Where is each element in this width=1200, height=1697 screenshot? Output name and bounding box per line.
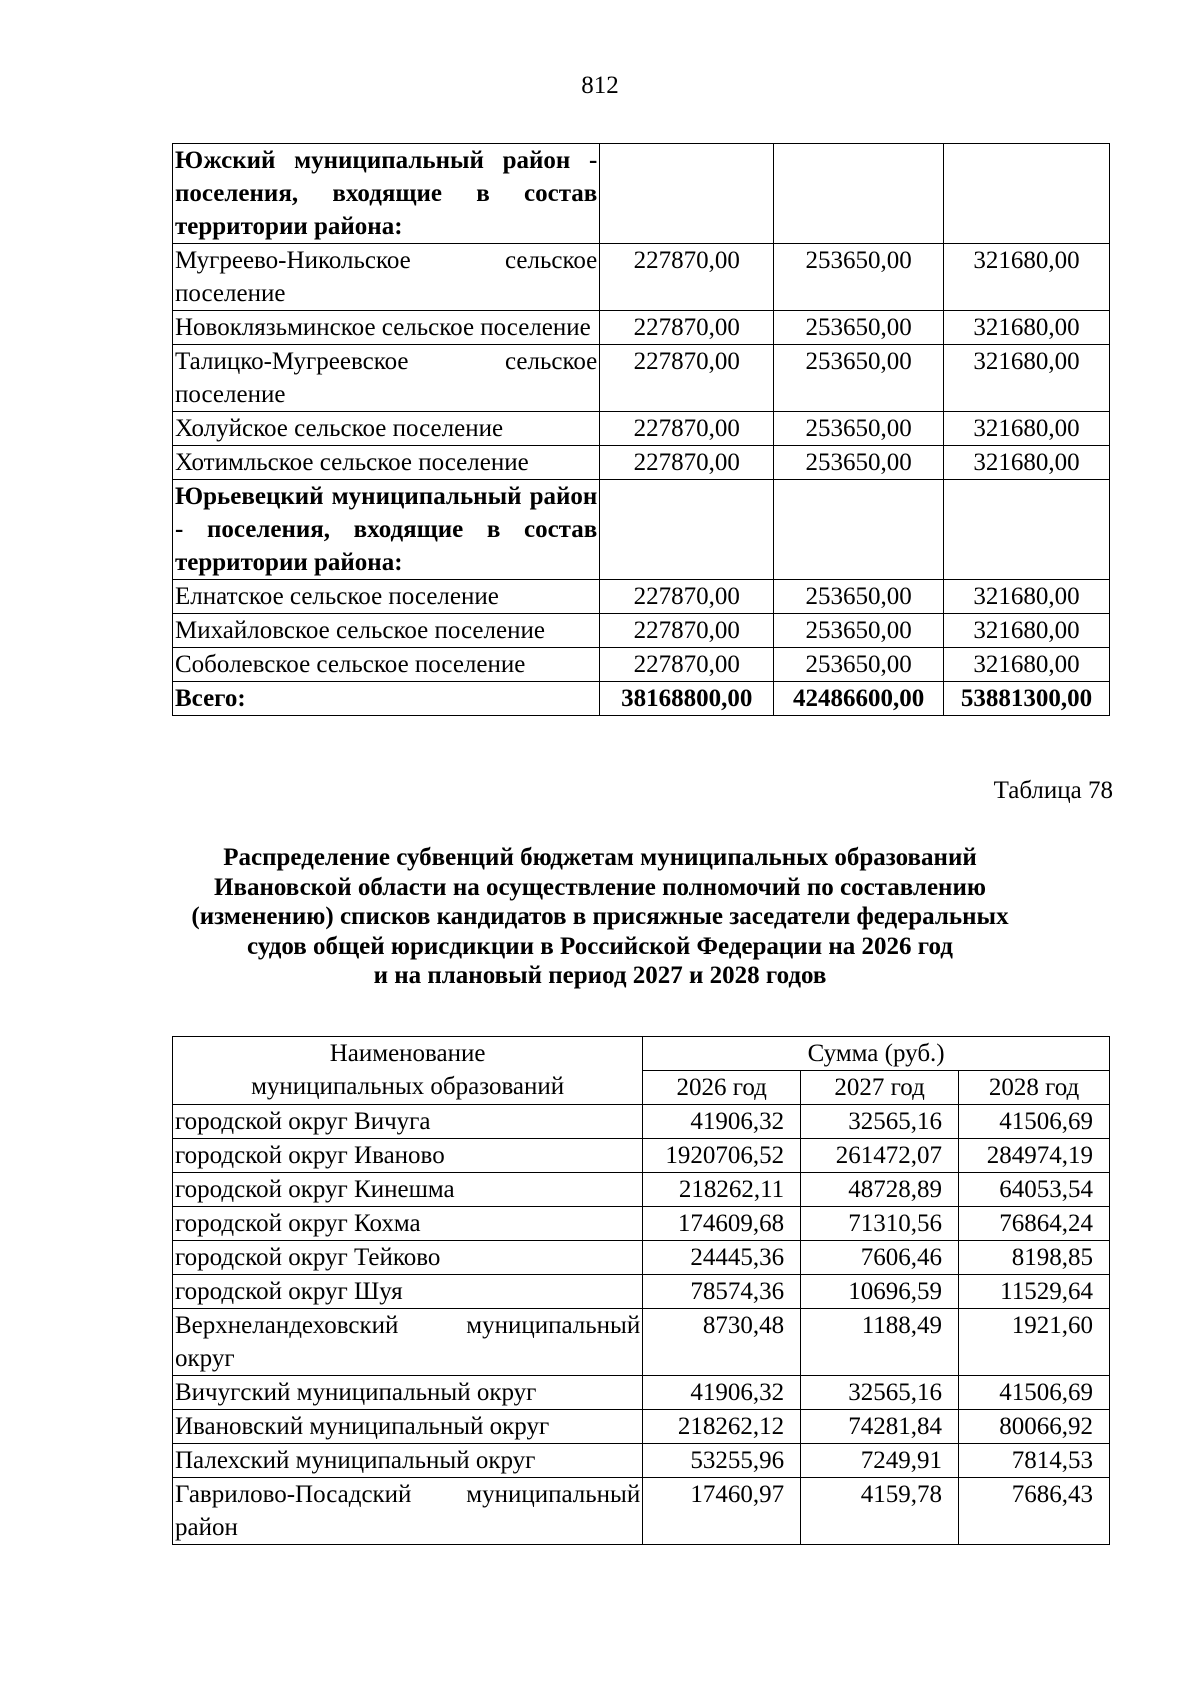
row-value-cell-2026: 8730,48 bbox=[643, 1309, 801, 1376]
table-row bbox=[173, 244, 1110, 311]
row-value-cell-2026: 227870,00 bbox=[600, 311, 774, 345]
row-value-cell-2028: 321680,00 bbox=[944, 446, 1110, 480]
table-row bbox=[173, 648, 1110, 682]
row-name-cell: городской округ Кохма bbox=[173, 1207, 643, 1241]
row-value-cell-2028: 8198,85 bbox=[959, 1241, 1110, 1275]
row-value-cell-2026: 78574,36 bbox=[643, 1275, 801, 1309]
row-value-cell-2027: 74281,84 bbox=[801, 1410, 959, 1444]
table-row bbox=[173, 480, 1110, 580]
row-value-cell-2026: 227870,00 bbox=[600, 412, 774, 446]
table-row bbox=[173, 311, 1110, 345]
row-name-cell: Ивановский муниципальный округ bbox=[173, 1410, 643, 1444]
table-caption: Таблица 78 bbox=[993, 777, 1113, 804]
title-line: Распределение субвенций бюджетам муниципальных образований bbox=[223, 844, 977, 871]
row-value-cell-2026: 218262,11 bbox=[643, 1173, 801, 1207]
row-name-cell: Талицко-Мугреевское сельское поселение bbox=[173, 345, 600, 412]
table-row bbox=[173, 614, 1110, 648]
row-value-cell-2028 bbox=[944, 480, 1110, 580]
row-name-cell: Хотимльское сельское поселение bbox=[173, 446, 600, 480]
row-value-cell-2026: 41906,32 bbox=[643, 1376, 801, 1410]
row-value-cell-2026: 53255,96 bbox=[643, 1444, 801, 1478]
row-value-cell-2026: 38168800,00 bbox=[600, 682, 774, 716]
row-value-cell-2026: 24445,36 bbox=[643, 1241, 801, 1275]
row-value-cell-2027: 253650,00 bbox=[774, 345, 944, 412]
row-name-cell: Вичугский муниципальный округ bbox=[173, 1376, 643, 1410]
row-value-cell-2026 bbox=[600, 144, 774, 244]
row-value-cell-2026: 17460,97 bbox=[643, 1478, 801, 1545]
row-name-cell: Южский муниципальный район - поселения, входящие в состав территории района: bbox=[173, 144, 600, 244]
table-row bbox=[173, 446, 1110, 480]
row-value-cell-2028: 321680,00 bbox=[944, 311, 1110, 345]
row-value-cell-2028: 321680,00 bbox=[944, 614, 1110, 648]
table-row bbox=[173, 412, 1110, 446]
row-value-cell-2028: 321680,00 bbox=[944, 580, 1110, 614]
row-value-cell-2027: 32565,16 bbox=[801, 1376, 959, 1410]
title-line: и на плановый период 2027 и 2028 годов bbox=[373, 962, 827, 989]
row-name-cell: Михайловское сельское поселение bbox=[173, 614, 600, 648]
row-value-cell-2028: 64053,54 bbox=[959, 1173, 1110, 1207]
row-value-cell-2026: 227870,00 bbox=[600, 614, 774, 648]
title-line: судов общей юрисдикции в Российской Федерации на 2026 год bbox=[247, 932, 953, 960]
table-row bbox=[173, 1275, 1110, 1309]
row-value-cell-2026: 174609,68 bbox=[643, 1207, 801, 1241]
table-row bbox=[173, 144, 1110, 244]
continued-allocation-table bbox=[172, 143, 1110, 716]
title-line: Ивановской области на осуществление полномочий по составлению bbox=[214, 873, 986, 901]
header-year-cell: 2027 год bbox=[801, 1071, 959, 1105]
row-name-cell: Холуйское сельское поселение bbox=[173, 412, 600, 446]
table-row bbox=[173, 1241, 1110, 1275]
row-value-cell-2028: 53881300,00 bbox=[944, 682, 1110, 716]
row-value-cell-2028: 41506,69 bbox=[959, 1376, 1110, 1410]
row-name-cell: городской округ Вичуга bbox=[173, 1105, 643, 1139]
row-value-cell-2027: 253650,00 bbox=[774, 412, 944, 446]
page-number: 812 bbox=[581, 72, 619, 99]
row-name-cell: Юрьевецкий муниципальный район - поселения, входящие в состав территории района: bbox=[173, 480, 600, 580]
table-row bbox=[173, 1139, 1110, 1173]
header-name-line: муниципальных образований bbox=[251, 1073, 565, 1100]
title-line: (изменению) списков кандидатов в присяжные заседатели федеральных bbox=[191, 903, 1009, 930]
row-value-cell-2027: 1188,49 bbox=[801, 1309, 959, 1376]
row-value-cell-2027: 253650,00 bbox=[774, 580, 944, 614]
row-name-cell: городской округ Иваново bbox=[173, 1139, 643, 1173]
header-row bbox=[173, 1037, 1110, 1071]
row-value-cell-2027: 4159,78 bbox=[801, 1478, 959, 1545]
table-row bbox=[173, 1105, 1110, 1139]
row-value-cell-2026: 227870,00 bbox=[600, 244, 774, 311]
row-value-cell-2026 bbox=[600, 480, 774, 580]
row-value-cell-2027: 48728,89 bbox=[801, 1173, 959, 1207]
subvention-table bbox=[172, 1036, 1110, 1545]
row-value-cell-2028 bbox=[944, 144, 1110, 244]
row-name-cell: Елнатское сельское поселение bbox=[173, 580, 600, 614]
row-value-cell-2028: 321680,00 bbox=[944, 244, 1110, 311]
row-value-cell-2028: 7814,53 bbox=[959, 1444, 1110, 1478]
row-value-cell-2027: 32565,16 bbox=[801, 1105, 959, 1139]
row-value-cell-2028: 76864,24 bbox=[959, 1207, 1110, 1241]
row-value-cell-2028: 41506,69 bbox=[959, 1105, 1110, 1139]
row-value-cell-2027: 253650,00 bbox=[774, 244, 944, 311]
row-value-cell-2028: 80066,92 bbox=[959, 1410, 1110, 1444]
row-value-cell-2028: 321680,00 bbox=[944, 648, 1110, 682]
row-value-cell-2026: 227870,00 bbox=[600, 580, 774, 614]
table-row bbox=[173, 682, 1110, 716]
row-name-cell: городской округ Тейково bbox=[173, 1241, 643, 1275]
row-value-cell-2027: 261472,07 bbox=[801, 1139, 959, 1173]
row-value-cell-2026: 1920706,52 bbox=[643, 1139, 801, 1173]
row-value-cell-2028: 1921,60 bbox=[959, 1309, 1110, 1376]
row-value-cell-2026: 227870,00 bbox=[600, 648, 774, 682]
row-name-cell: Мугреево-Никольское сельское поселение bbox=[173, 244, 600, 311]
row-name-cell: Всего: bbox=[173, 682, 600, 716]
row-value-cell-2026: 41906,32 bbox=[643, 1105, 801, 1139]
table-row bbox=[173, 1410, 1110, 1444]
table-row bbox=[173, 1444, 1110, 1478]
row-value-cell-2027: 7249,91 bbox=[801, 1444, 959, 1478]
table-row bbox=[173, 1478, 1110, 1545]
row-name-cell: Верхнеландеховский муниципальный округ bbox=[173, 1309, 643, 1376]
header-year-cell: 2028 год bbox=[959, 1071, 1110, 1105]
row-name-cell: городской округ Шуя bbox=[173, 1275, 643, 1309]
row-value-cell-2027: 253650,00 bbox=[774, 311, 944, 345]
table-row bbox=[173, 1173, 1110, 1207]
table-title bbox=[120, 843, 1080, 991]
row-value-cell-2028: 7686,43 bbox=[959, 1478, 1110, 1545]
row-value-cell-2027: 42486600,00 bbox=[774, 682, 944, 716]
row-name-cell: Палехский муниципальный округ bbox=[173, 1444, 643, 1478]
row-value-cell-2027 bbox=[774, 480, 944, 580]
table-row bbox=[173, 580, 1110, 614]
row-name-cell: Новоклязьминское сельское поселение bbox=[173, 311, 600, 345]
row-name-cell: Гаврилово-Посадский муниципальный район bbox=[173, 1478, 643, 1545]
header-name-line: Наименование bbox=[329, 1040, 486, 1067]
row-value-cell-2027: 10696,59 bbox=[801, 1275, 959, 1309]
table-row bbox=[173, 1309, 1110, 1376]
row-value-cell-2027: 71310,56 bbox=[801, 1207, 959, 1241]
row-value-cell-2026: 227870,00 bbox=[600, 446, 774, 480]
row-value-cell-2026: 218262,12 bbox=[643, 1410, 801, 1444]
table-row bbox=[173, 1376, 1110, 1410]
table-row bbox=[173, 345, 1110, 412]
header-sum-cell: Сумма (руб.) bbox=[643, 1037, 1110, 1071]
header-year-cell: 2026 год bbox=[643, 1071, 801, 1105]
header-name-cell bbox=[173, 1037, 643, 1105]
row-name-cell: городской округ Кинешма bbox=[173, 1173, 643, 1207]
row-name-cell: Соболевское сельское поселение bbox=[173, 648, 600, 682]
row-value-cell-2027: 7606,46 bbox=[801, 1241, 959, 1275]
row-value-cell-2028: 321680,00 bbox=[944, 412, 1110, 446]
row-value-cell-2027: 253650,00 bbox=[774, 446, 944, 480]
row-value-cell-2028: 284974,19 bbox=[959, 1139, 1110, 1173]
row-value-cell-2027: 253650,00 bbox=[774, 648, 944, 682]
row-value-cell-2027: 253650,00 bbox=[774, 614, 944, 648]
row-value-cell-2027 bbox=[774, 144, 944, 244]
row-value-cell-2028: 11529,64 bbox=[959, 1275, 1110, 1309]
table-row bbox=[173, 1207, 1110, 1241]
row-value-cell-2026: 227870,00 bbox=[600, 345, 774, 412]
row-value-cell-2028: 321680,00 bbox=[944, 345, 1110, 412]
